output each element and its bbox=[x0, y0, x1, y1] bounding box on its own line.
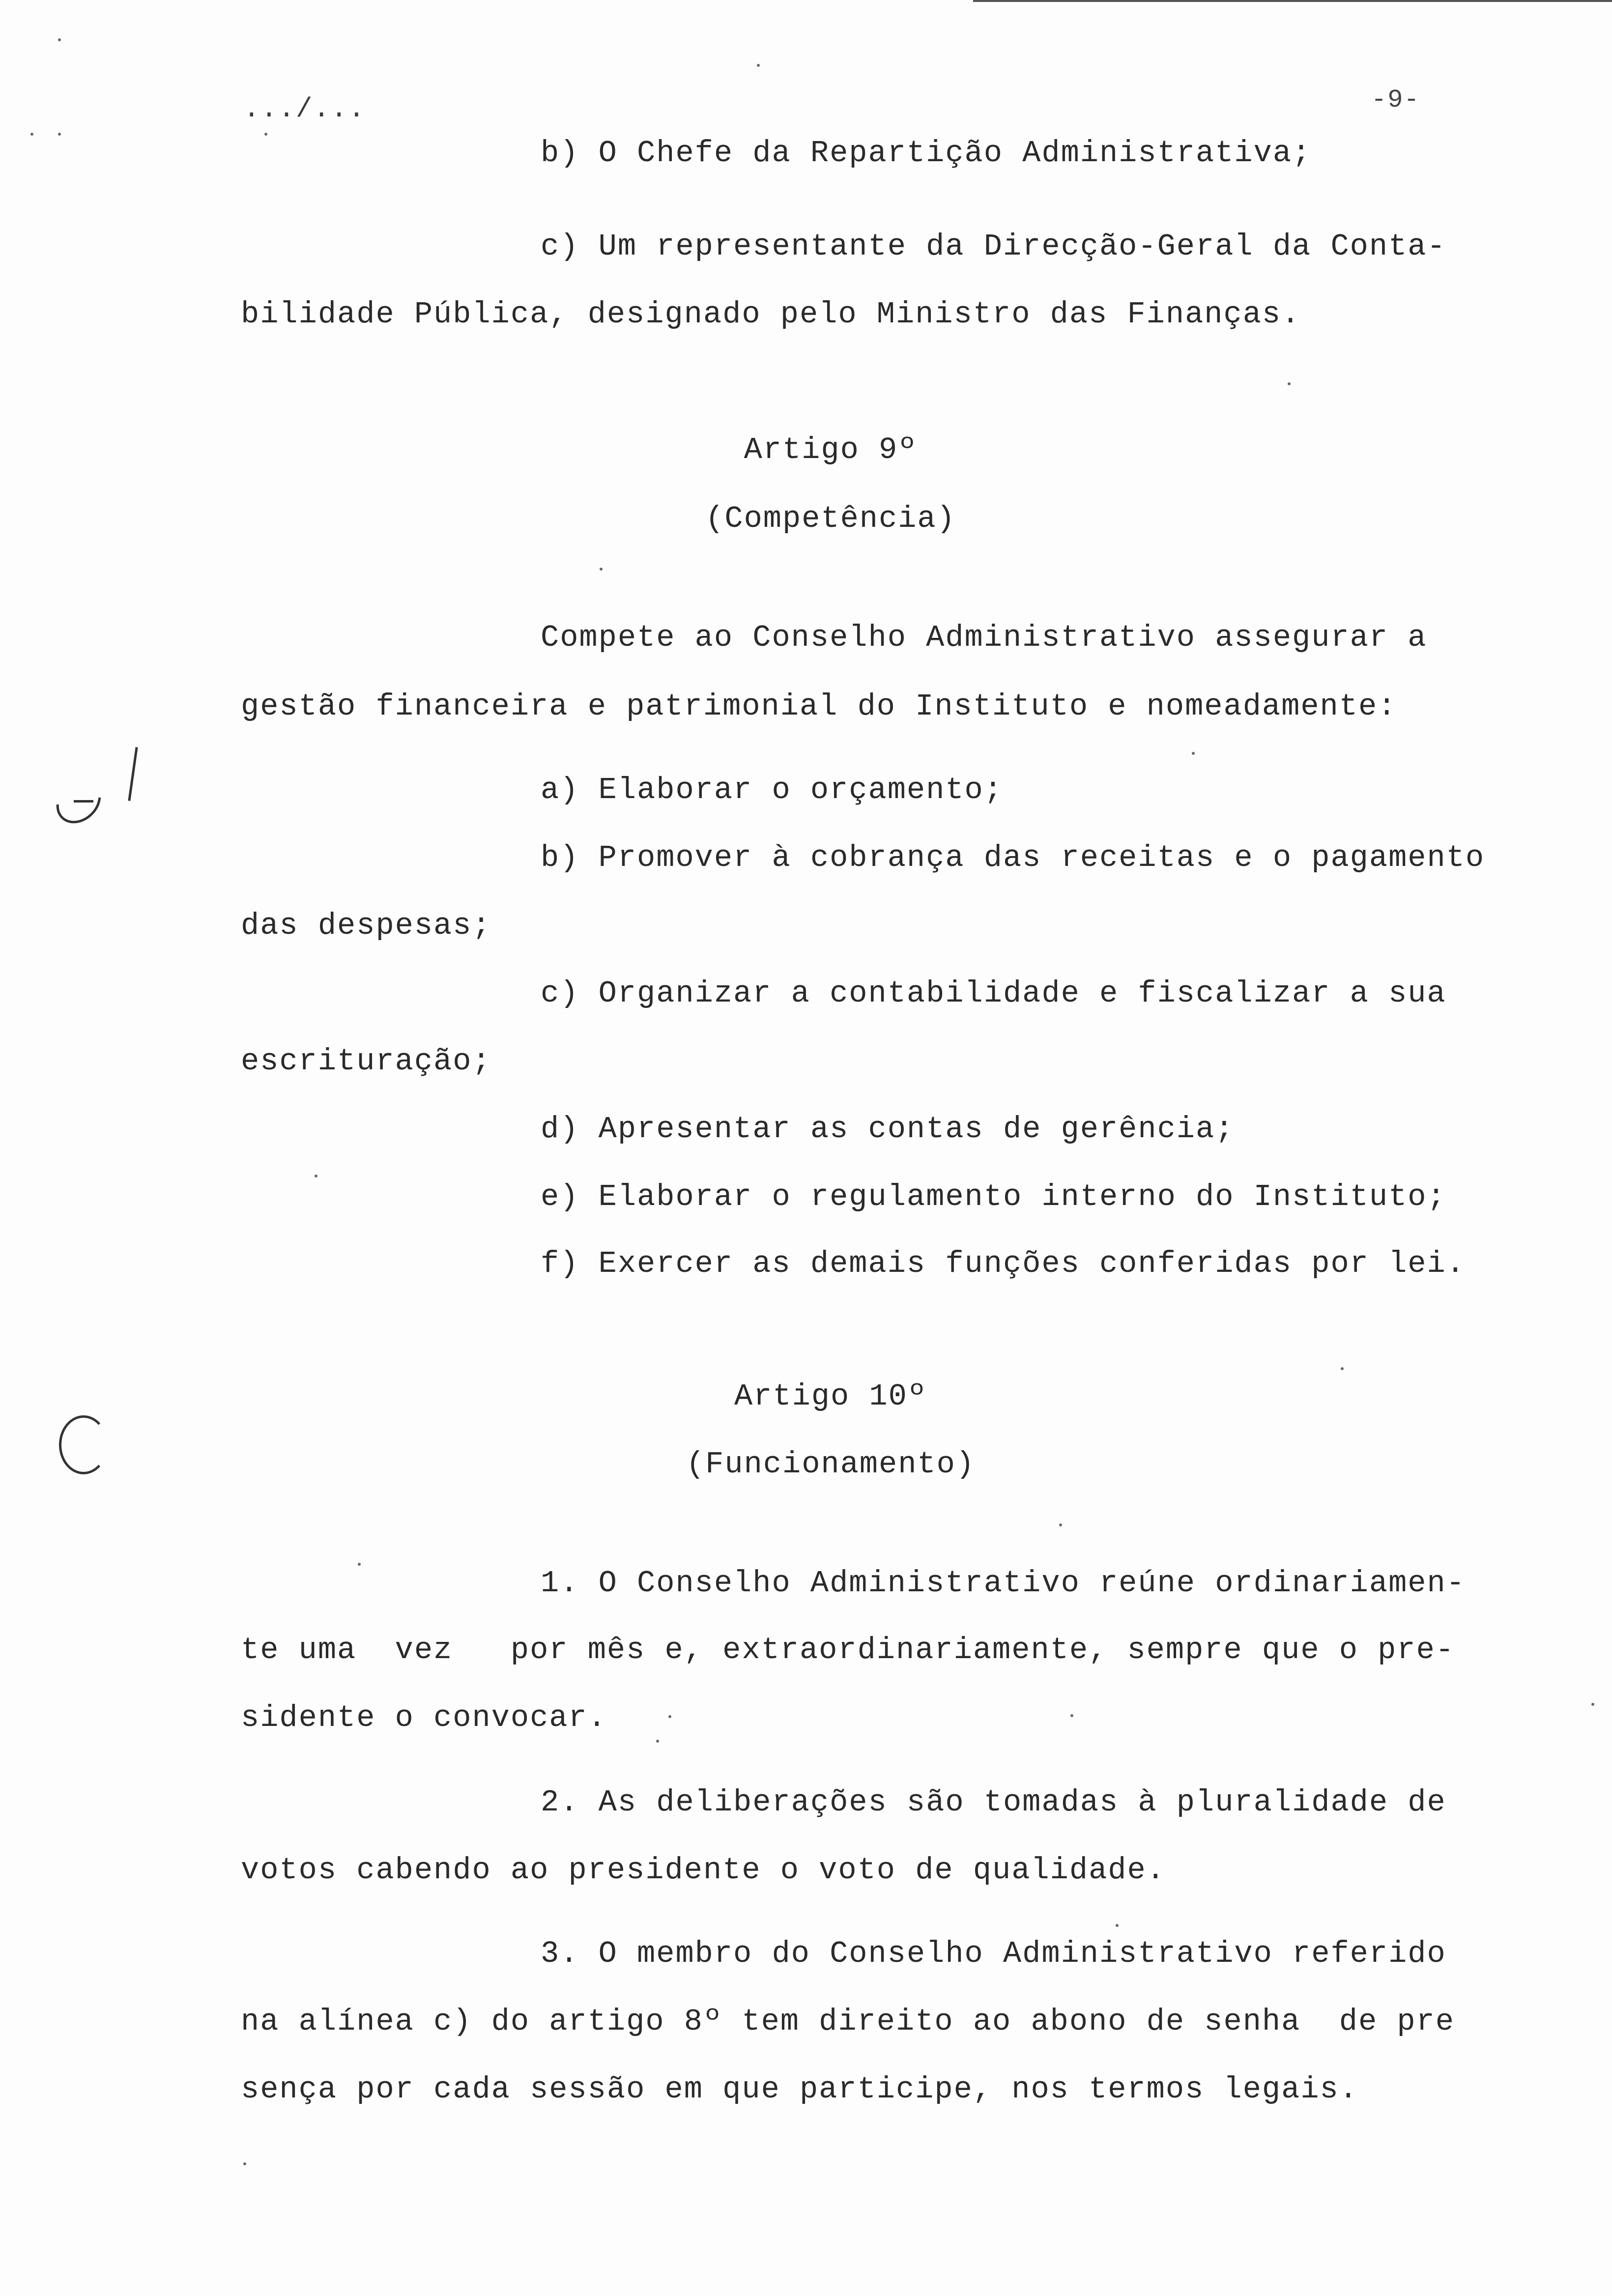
article10-p1-line2: te uma vez por mês e, extraordinariamente, sempre que o pre- bbox=[241, 1633, 1455, 1667]
scan-speck bbox=[1059, 1523, 1062, 1526]
article10-p3-line2: na alínea c) do artigo 8º tem direito ao abono de senha de pre bbox=[241, 2004, 1455, 2039]
continuation-marker: .../... bbox=[243, 93, 366, 125]
punch-hole-mark-lower bbox=[59, 1415, 108, 1474]
article9-item-e: e) Elaborar o regulamento interno do Instituto; bbox=[541, 1179, 1446, 1214]
article9-intro-line2: gestão financeira e patrimonial do Instituto e nomeadamente: bbox=[241, 689, 1397, 724]
scan-speck bbox=[1288, 382, 1291, 385]
scan-speck bbox=[1341, 1367, 1344, 1370]
article9-item-f: f) Exercer as demais funções conferidas por lei. bbox=[541, 1246, 1466, 1281]
scan-speck bbox=[243, 2162, 246, 2165]
scan-speck bbox=[600, 568, 603, 571]
article9-item-b-line2: das despesas; bbox=[241, 908, 491, 943]
scan-speck bbox=[315, 1175, 317, 1177]
article10-subtitle: (Funcionamento) bbox=[686, 1447, 976, 1482]
article8-item-c-line2: bilidade Pública, designado pelo Ministro das Finanças. bbox=[241, 297, 1301, 332]
article9-subtitle: (Competência) bbox=[705, 501, 956, 536]
article10-p3-line1: 3. O membro do Conselho Administrativo referido bbox=[541, 1936, 1446, 1971]
page-number: -9- bbox=[1371, 86, 1420, 115]
scan-speck bbox=[1192, 752, 1195, 755]
article9-item-d: d) Apresentar as contas de gerência; bbox=[541, 1112, 1235, 1147]
margin-dash-mark bbox=[74, 800, 93, 803]
article9-item-c-line2: escrituração; bbox=[241, 1044, 491, 1079]
scan-speck bbox=[1591, 1703, 1594, 1706]
scan-speck bbox=[58, 133, 61, 136]
article9-title: Artigo 9º bbox=[744, 432, 918, 467]
article8-item-b: b) O Chefe da Repartição Administrativa; bbox=[541, 136, 1312, 171]
scan-speck bbox=[58, 38, 61, 41]
scan-speck bbox=[757, 64, 760, 67]
article9-item-c-line1: c) Organizar a contabilidade e fiscalizar a sua bbox=[541, 976, 1446, 1011]
article9-item-a: a) Elaborar o orçamento; bbox=[541, 773, 1003, 807]
top-edge-rule bbox=[973, 0, 1612, 2]
article9-intro-line1: Compete ao Conselho Administrativo assegurar a bbox=[541, 620, 1427, 655]
article9-item-b-line1: b) Promover à cobrança das receitas e o pagamento bbox=[541, 840, 1485, 875]
margin-stroke-mark bbox=[128, 747, 138, 801]
article10-p2-line1: 2. As deliberações são tomadas à pluralidade de bbox=[541, 1785, 1446, 1820]
article10-p2-line2: votos cabendo ao presidente o voto de qualidade. bbox=[241, 1853, 1166, 1888]
scan-speck bbox=[264, 133, 267, 136]
article10-p1-line1: 1. O Conselho Administrativo reúne ordinariamen- bbox=[541, 1566, 1466, 1601]
article10-p3-line3: sença por cada sessão em que participe, nos termos legais. bbox=[241, 2072, 1358, 2107]
scan-speck bbox=[1070, 1714, 1073, 1717]
scan-speck bbox=[668, 1715, 671, 1718]
scan-speck bbox=[358, 1563, 361, 1566]
article8-item-c-line1: c) Um representante da Direcção-Geral da Conta- bbox=[541, 229, 1446, 264]
scan-speck bbox=[656, 1740, 659, 1743]
scan-speck bbox=[30, 133, 33, 136]
scan-speck bbox=[1116, 1924, 1119, 1927]
article10-title: Artigo 10º bbox=[734, 1379, 927, 1414]
article10-p1-line3: sidente o convocar. bbox=[241, 1700, 607, 1735]
